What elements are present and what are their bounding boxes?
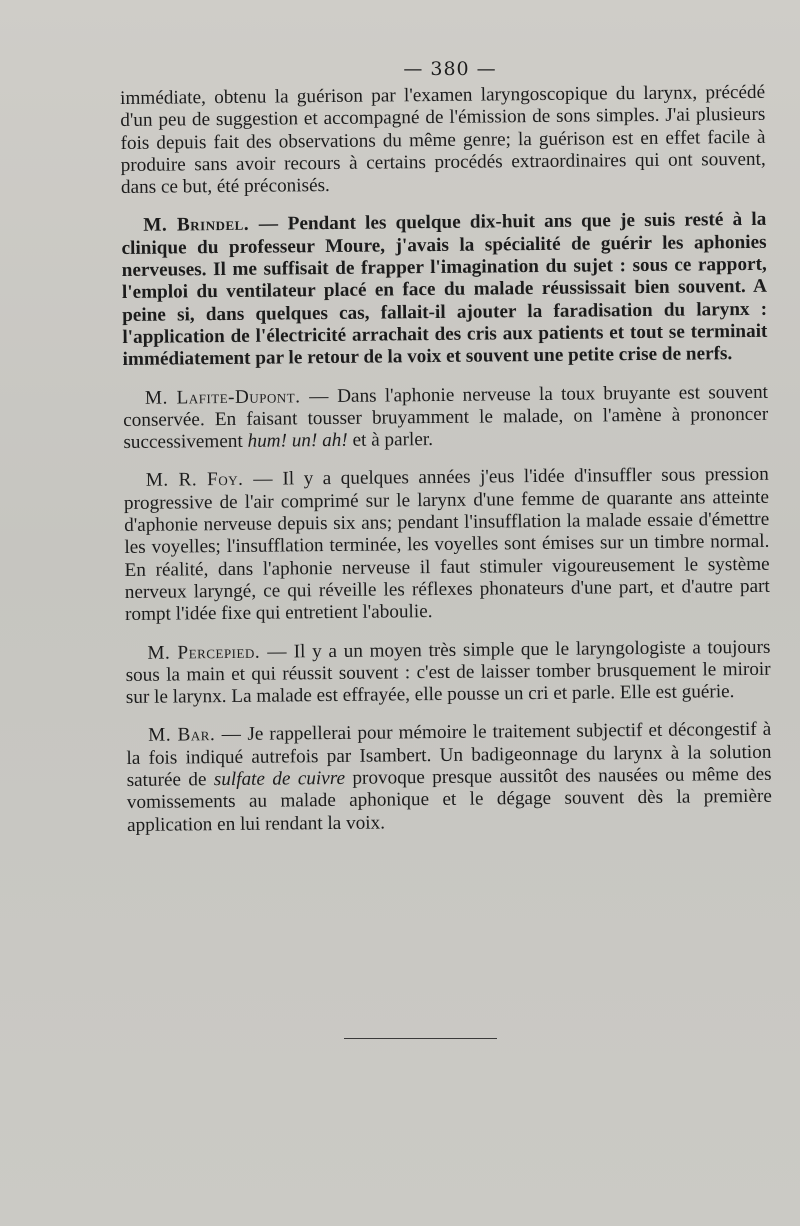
italic-phrase: hum! un! ah! [247,429,348,452]
paragraph-text: Dans l'aphonie nerveuse la toux bruyante est souvent conservée. En faisant tousser bruyamment le malade, on l'amène à prononcer successivement [123,381,769,454]
speaker-name: M. R. Foy. — [145,469,274,492]
paragraph-foy [124,464,770,626]
paragraph-text: Il y a quelques années j'eus l'idée d'insuffler sous pression progressive de l'air comprimé sur le larynx d'une femme de quarante ans atteinte d'aphonie nerveuse depuis six ans; pendant l'insufflation la malade essaie d'émettre les voyelles; l'insufflation terminée, les voyelles sont émises sur un timbre normal. En réalité, dans l'aphonie nerveuse il faut stimuler vigoureusement le système nerveux laryngé, ce qui réveille les réflexes phonateurs d'une part, et d'autre part rompt l'idée fixe qui entretient l'aboulie. [123,464,770,626]
paragraph-text-end: provoque presque aussitôt des nausées ou même des vomissements au malade aphonique et le dégage souvent dès la première application en lui rendant la voix. [126,763,772,836]
paragraph-bar [126,719,772,837]
text-body [120,82,772,853]
paragraph-lafite-dupont [123,381,769,454]
paragraph-intro [120,82,766,200]
speaker-name: M. Brindel. — [143,213,279,237]
italic-phrase: sulfate de cuivre [213,767,346,791]
speaker-name: M. Percepied. — [147,640,288,664]
paragraph-text: Je rappellerai pour mémoire le traitement subjectif et décongestif à la fois indiqué autrefois par Isambert. Un badigeonnage du larynx à la solution saturée de [126,719,772,791]
paragraph-text: Pendant les quelque dix-huit ans que je suis resté à la clinique du professeur Moure, j'avais la spécialité de guérir les aphonies nerveuses. Il me suffisait de frapper l'imagination du sujet : sous ce rapport, l'emploi du ventilateur placé en face du malade réussissait bien souvent. A peine si, dans quelques cas, fallait-il ajouter la faradisation du larynx : l'application de l'électricité arrachait des cris aux patients et tout se terminait immédiatement par le retour de la voix et souvent une petite crise de nerfs. [121,209,768,371]
paragraph-text: immédiate, obtenu la guérison par l'examen laryngoscopique du larynx, précédé d'un peu de suggestion et accompagné de l'émission de sons simples. J'ai plusieurs fois depuis fait des observations du même genre; la guérison est en effet facile à produire sans avoir recours à certains procédés extraordinaires qui ont souvent, dans ce but, été préconisés. [120,81,766,199]
end-rule [344,1038,497,1039]
paragraph-brindel [121,209,767,371]
speaker-name: M. Bar. — [148,724,242,747]
paragraph-percepied [125,636,771,709]
speaker-name: M. Lafite-Dupont. — [144,385,330,409]
paragraph-text-end: et à parler. [347,429,434,451]
page-number: — 380 — [403,58,497,80]
paragraph-text: Il y a un moyen très simple que le laryngologiste a toujours sous la main et qui réussit souvent : c'est de laisser tomber brusquement le miroir sur le larynx. La malade est effrayée, elle pousse un cri et parle. Elle est guérie. [125,636,771,709]
